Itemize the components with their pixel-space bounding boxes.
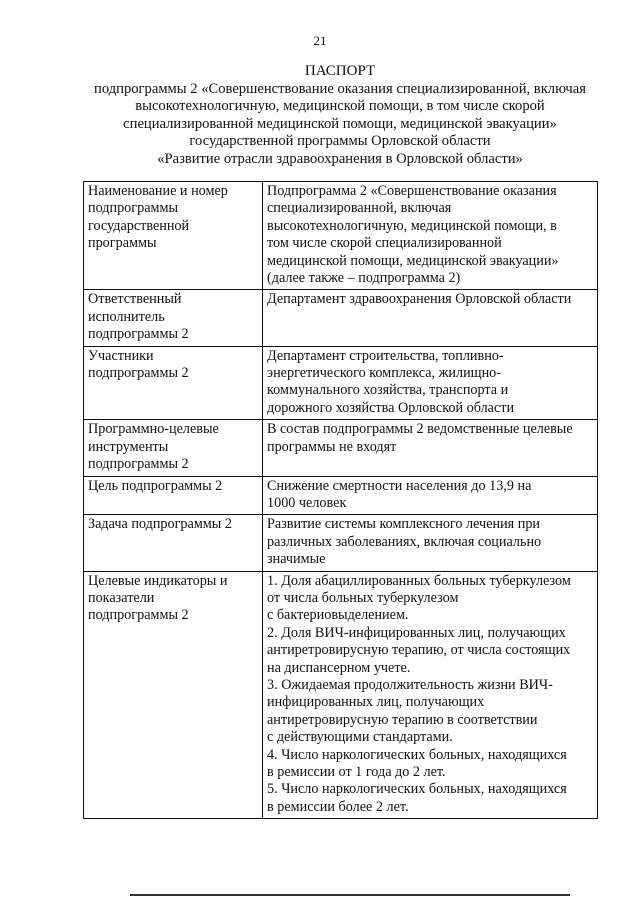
- title-line: специализированной медицинской помощи, медицинской эвакуации»: [123, 115, 557, 132]
- row-value-line: 1. Доля абациллированных больных туберкулезом: [267, 572, 571, 589]
- row-value-line: с бактериовыделением.: [267, 607, 409, 624]
- row-value-line: коммунального хозяйства, транспорта и: [267, 382, 509, 399]
- row-value-line: в ремиссии от 1 года до 2 лет.: [267, 764, 446, 780]
- row-label-line: Наименование и номер: [88, 183, 228, 199]
- row-label-line: Участники: [88, 347, 154, 364]
- row-value-line: различных заболеваниях, включая социально: [267, 533, 542, 550]
- page-number: 21: [313, 33, 327, 48]
- footer-scan-rule: [130, 894, 570, 896]
- row-label-line: показатели: [88, 589, 155, 606]
- title-line: подпрограммы 2 «Совершенствование оказания специализированной, включая: [94, 80, 586, 97]
- table-row: [84, 515, 598, 571]
- row-value-cell: [263, 290, 598, 346]
- row-label-cell: [84, 420, 263, 476]
- row-value-line: в ремиссии более 2 лет.: [267, 798, 409, 815]
- row-value-line: на диспансерном учете.: [267, 659, 411, 676]
- row-value-line: инфицированных лиц, получающих: [267, 694, 485, 711]
- table-row: [84, 346, 598, 420]
- row-value-cell: [263, 571, 598, 819]
- row-label-line: Цель подпрограммы 2: [88, 477, 223, 494]
- row-value-cell: [263, 346, 598, 420]
- row-value-cell: [263, 420, 598, 476]
- row-value-line: Департамент строительства, топливно-: [267, 347, 504, 364]
- passport-title-block: [60, 63, 620, 169]
- row-label-line: государственной: [88, 217, 190, 234]
- row-value-line: 2. Доля ВИЧ-инфицированных лиц, получающих: [267, 624, 566, 641]
- row-value-line: Департамент здравоохранения Орловской области: [267, 291, 572, 308]
- row-label-line: Ответственный: [88, 291, 182, 308]
- passport-table: [83, 181, 598, 819]
- row-label-cell: [84, 182, 263, 290]
- row-value-line: том числе скорой специализированной: [267, 235, 502, 252]
- table-row: [84, 420, 598, 476]
- table-row: [84, 290, 598, 346]
- row-value-line: значимые: [267, 551, 326, 568]
- row-label-cell: [84, 346, 263, 420]
- row-label-line: подпрограммы: [88, 200, 178, 217]
- row-value-line: энергетического комплекса, жилищно-: [267, 365, 501, 382]
- row-value-line: 1000 человек: [267, 494, 347, 511]
- row-label-line: Программно-целевые: [88, 421, 219, 438]
- row-label-cell: [84, 476, 263, 515]
- row-value-line: (далее также – подпрограмма 2): [267, 270, 461, 287]
- row-value-line: Снижение смертности населения до 13,9 на: [267, 477, 532, 494]
- row-value-line: Подпрограмма 2 «Совершенствование оказания: [267, 183, 557, 199]
- table-row: [84, 476, 598, 515]
- row-value-cell: [263, 182, 598, 290]
- table-row: [84, 571, 598, 819]
- row-value-line: 3. Ожидаемая продолжительность жизни ВИЧ-: [267, 676, 553, 693]
- row-value-line: дорожного хозяйства Орловской области: [267, 399, 515, 416]
- row-value-line: 4. Число наркологических больных, находящихся: [267, 746, 567, 763]
- row-label-line: подпрограммы 2: [88, 326, 189, 343]
- row-label-line: Задача подпрограммы 2: [88, 516, 232, 533]
- row-value-line: антиретровирусную терапию в соответствии: [267, 711, 538, 728]
- row-value-line: В состав подпрограммы 2 ведомственные целевые: [267, 421, 573, 438]
- row-label-cell: [84, 515, 263, 571]
- title-line: высокотехнологичную, медицинской помощи, в том числе скорой: [135, 98, 545, 115]
- row-value-line: антиретровирусную терапию, от числа состоящих: [267, 642, 571, 659]
- row-label-line: подпрограммы 2: [88, 607, 189, 624]
- row-value-line: от числа больных туберкулезом: [267, 589, 459, 606]
- passport-table-body: [84, 182, 598, 819]
- row-label-cell: [84, 571, 263, 819]
- row-label-line: инструменты: [88, 438, 169, 455]
- row-value-line: специализированной, включая: [267, 200, 452, 217]
- row-value-line: высокотехнологичную, медицинской помощи, в: [267, 217, 557, 234]
- row-value-line: с действующими стандартами.: [267, 729, 453, 746]
- row-value-line: программы не входят: [267, 438, 397, 455]
- title-line: «Развитие отрасли здравоохранения в Орловской области»: [157, 150, 523, 167]
- document-heading: ПАСПОРТ: [304, 63, 376, 79]
- row-value-line: Развитие системы комплексного лечения при: [267, 516, 541, 533]
- row-value-cell: [263, 515, 598, 571]
- table-row: [84, 182, 598, 290]
- row-label-line: Целевые индикаторы и: [88, 572, 228, 589]
- row-label-line: подпрограммы 2: [88, 456, 189, 473]
- row-value-line: медицинской помощи, медицинской эвакуации»: [267, 252, 559, 269]
- row-label-line: исполнитель: [88, 308, 165, 325]
- title-line: государственной программы Орловской области: [189, 133, 491, 150]
- row-value-cell: [263, 476, 598, 515]
- row-label-line: подпрограммы 2: [88, 365, 189, 382]
- row-label-cell: [84, 290, 263, 346]
- row-label-line: программы: [88, 235, 157, 252]
- row-value-line: 5. Число наркологических больных, находящихся: [267, 781, 567, 798]
